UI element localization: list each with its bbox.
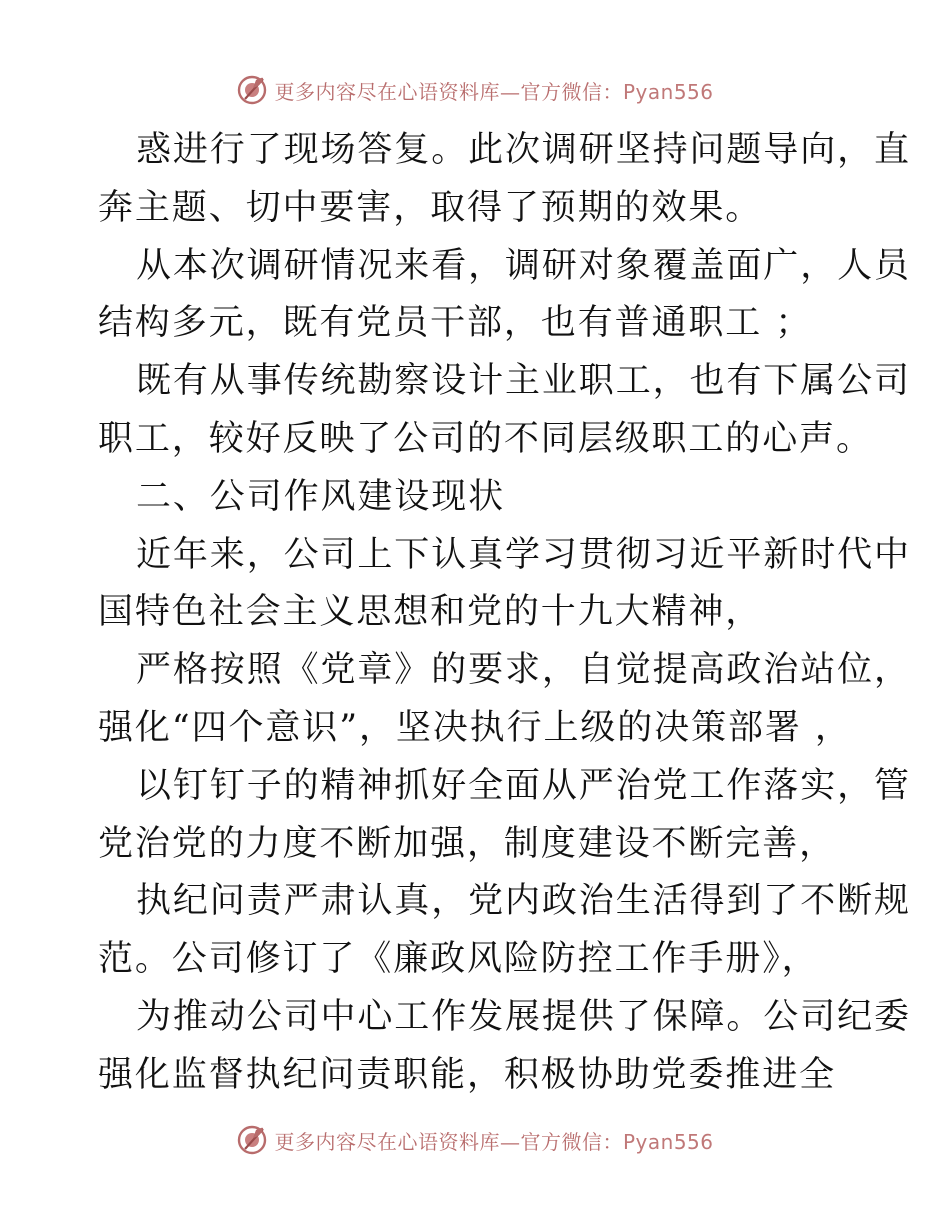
watermark-text: 更多内容尽在心语资料库—官方微信：Pyan556 bbox=[274, 1129, 714, 1154]
text-line: 强化“四个意识”，坚决执行上级的决策部署 ， bbox=[98, 707, 852, 748]
text-line: 从本次调研情况来看，调研对象覆盖面广，人员 bbox=[136, 245, 911, 286]
footer-watermark bbox=[0, 1120, 950, 1160]
text-line: 职工，较好反映了公司的不同层级职工的心声。 bbox=[98, 418, 873, 459]
text-line: 党治党的力度不断加强，制度建设不断完善， bbox=[98, 823, 837, 864]
text-line: 奔主题、切中要害，取得了预期的效果。 bbox=[98, 187, 763, 228]
text-line: 为推动公司中心工作发展提供了保障。公司纪委 bbox=[136, 996, 911, 1037]
text-line: 严格按照《党章》的要求，自觉提高政治站位， bbox=[136, 650, 911, 691]
text-line: 国特色社会主义思想和党的十九大精神， bbox=[98, 592, 763, 633]
quill-logo-icon bbox=[236, 1124, 268, 1156]
text-line: 以钉钉子的精神抓好全面从严治党工作落实，管 bbox=[136, 765, 911, 806]
text-line: 惑进行了现场答复。此次调研坚持问题导向，直 bbox=[136, 130, 911, 170]
text-line: 执纪问责严肃认真，党内政治生活得到了不断规 bbox=[136, 881, 911, 922]
quill-logo-icon bbox=[236, 74, 268, 106]
section-heading: 二、公司作风建设现状 bbox=[136, 476, 506, 517]
text-line: 近年来，公司上下认真学习贯彻习近平新时代中 bbox=[136, 534, 911, 575]
text-line: 既有从事传统勘察设计主业职工，也有下属公司 bbox=[136, 361, 911, 402]
text-line: 强化监督执纪问责职能，积极协助党委推进全 bbox=[98, 1054, 837, 1095]
header-watermark bbox=[0, 70, 950, 110]
text-line: 结构多元，既有党员干部，也有普通职工 ； bbox=[98, 303, 813, 344]
document-body bbox=[98, 122, 911, 1105]
watermark-text: 更多内容尽在心语资料库—官方微信：Pyan556 bbox=[274, 79, 714, 104]
text-line: 范。公司修订了《廉政风险防控工作手册》， bbox=[98, 939, 819, 980]
